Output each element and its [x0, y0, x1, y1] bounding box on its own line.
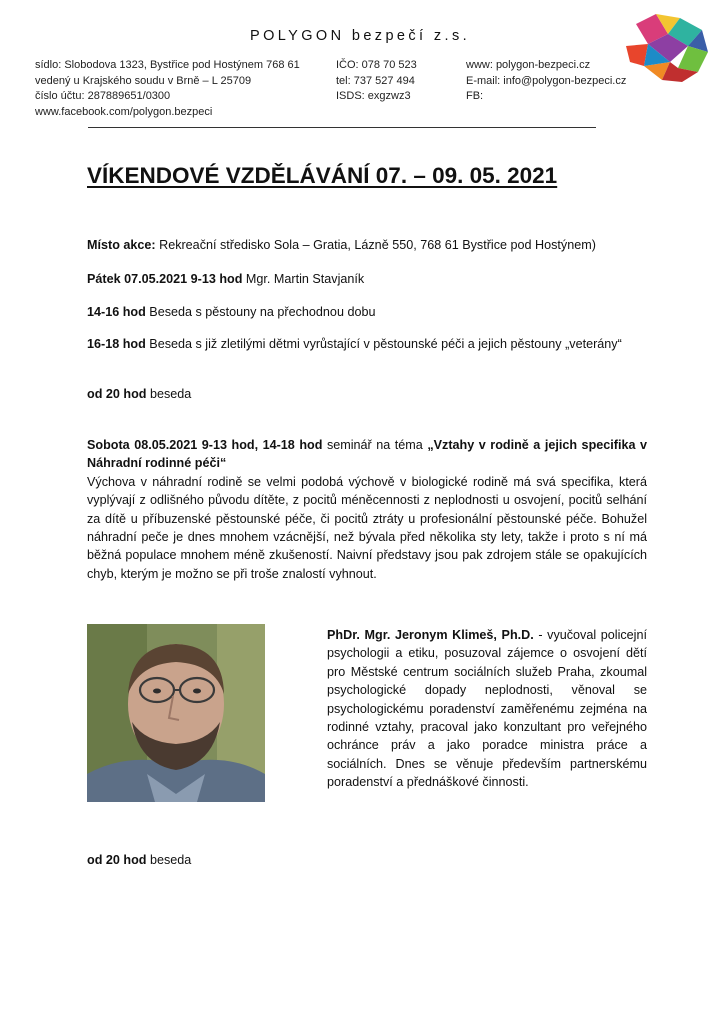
saturday-section — [87, 436, 647, 583]
session-14-16-time: 14-16 hod — [87, 305, 146, 319]
header-facebook-link[interactable]: www.facebook.com/polygon.bezpeci — [35, 105, 213, 118]
speaker-name: PhDr. Mgr. Jeronym Klimeš, Ph.D. — [327, 628, 534, 642]
venue-text: Rekreační středisko Sola – Gratia, Lázně 550, 768 61 Bystřice pod Hostýnem) — [155, 238, 596, 252]
header-email-link[interactable]: E-mail: info@polygon-bezpeci.cz — [466, 74, 627, 87]
organization-name: POLYGON bezpečí z.s. — [250, 28, 471, 44]
header-fb: FB: — [466, 90, 484, 102]
session-16-18-time: 16-18 hod — [87, 337, 146, 351]
header-address-block — [35, 58, 300, 120]
evening-saturday — [87, 851, 647, 869]
friday-line — [87, 270, 647, 288]
evening-friday-time: od 20 hod — [87, 387, 147, 401]
header-left-line: sídlo: Slobodova 1323, Bystřice pod Hostýnem 768 61 — [35, 59, 300, 71]
saturday-time: Sobota 08.05.2021 9-13 hod, 14-18 hod — [87, 438, 323, 452]
speaker-portrait-icon — [87, 624, 265, 802]
header-contact-block — [466, 58, 626, 105]
speaker-bio-text: - vyučoval policejní psychologii a etiku, posuzoval zájemce o osvojení dětí pro Městské centrum sociálních služeb Praha, zkoumal psychologické dopady neplodnosti, věnoval se psychologickému poradenství zaměřenému zejména na rodinné vztahy, pracoval jako konzultant pro veřejného ochránce práv a jako poradce ministra práce a sociálních. Dnes se věnuje především partnerskému poradenství a přednáškové činnosti. — [327, 628, 647, 790]
friday-time: Pátek 07.05.2021 9-13 hod — [87, 272, 243, 286]
header-left-line: číslo účtu: 287889651/0300 — [35, 90, 171, 102]
polygon-logo-icon — [622, 10, 710, 84]
session-16-18-text: Beseda s již zletilými dětmi vyrůstající v pěstounské péči a jejich pěstouny „veterány“ — [145, 337, 622, 351]
evening-friday-text: beseda — [146, 387, 192, 401]
friday-speaker: Mgr. Martin Stavjaník — [242, 272, 365, 286]
header-divider — [88, 127, 596, 128]
session-14-16-text: Beseda s pěstouny na přechodnou dobu — [145, 305, 376, 319]
speaker-photo — [87, 624, 265, 802]
header-isds: ISDS: exgzwz3 — [336, 90, 411, 102]
session-16-18 — [87, 335, 647, 353]
evening-friday — [87, 385, 647, 403]
header-left-line: vedený u Krajského soudu v Brně – L 25709 — [35, 74, 252, 87]
saturday-description: Výchova v náhradní rodině se velmi podobá výchově v biologické rodině má svá specifika, která vyplývají z odlišného původu dítěte, z pocitů méněcennosti z neplodnosti u osvojení, pocitů selhání za dítě u příbuzenské pěstounské péče, či pocitů ztráty u profesionální pěstounské péče. Bohužel náhradní peče je dnes mnohem vzácnější, než bývala před několika sty lety, takže i proto s ní má běžná populace mnohem méně zkušeností. Naivní představy jsou pak zdrojem stále se opakujících chyb, kterým je možno se při troše znalostí vyhnout. — [87, 474, 647, 581]
header-phone: tel: 737 527 494 — [336, 74, 415, 87]
evening-saturday-time: od 20 hod — [87, 853, 147, 867]
header-ids-block — [336, 58, 417, 105]
speaker-bio — [327, 626, 647, 792]
saturday-topic: „Vztahy v rodině a jejich specifika v Náhradní rodinné péči“ — [87, 438, 647, 471]
evening-saturday-text: beseda — [146, 853, 192, 867]
page-title: VÍKENDOVÉ VZDĚLÁVÁNÍ 07. – 09. 05. 2021 — [87, 163, 558, 188]
venue-line — [87, 236, 647, 254]
header-web-link[interactable]: www: polygon-bezpeci.cz — [466, 59, 591, 71]
saturday-text: seminář na téma — [322, 438, 428, 452]
venue-label: Místo akce: — [87, 238, 156, 252]
header-ico: IČO: 078 70 523 — [336, 59, 417, 71]
session-14-16 — [87, 303, 647, 321]
